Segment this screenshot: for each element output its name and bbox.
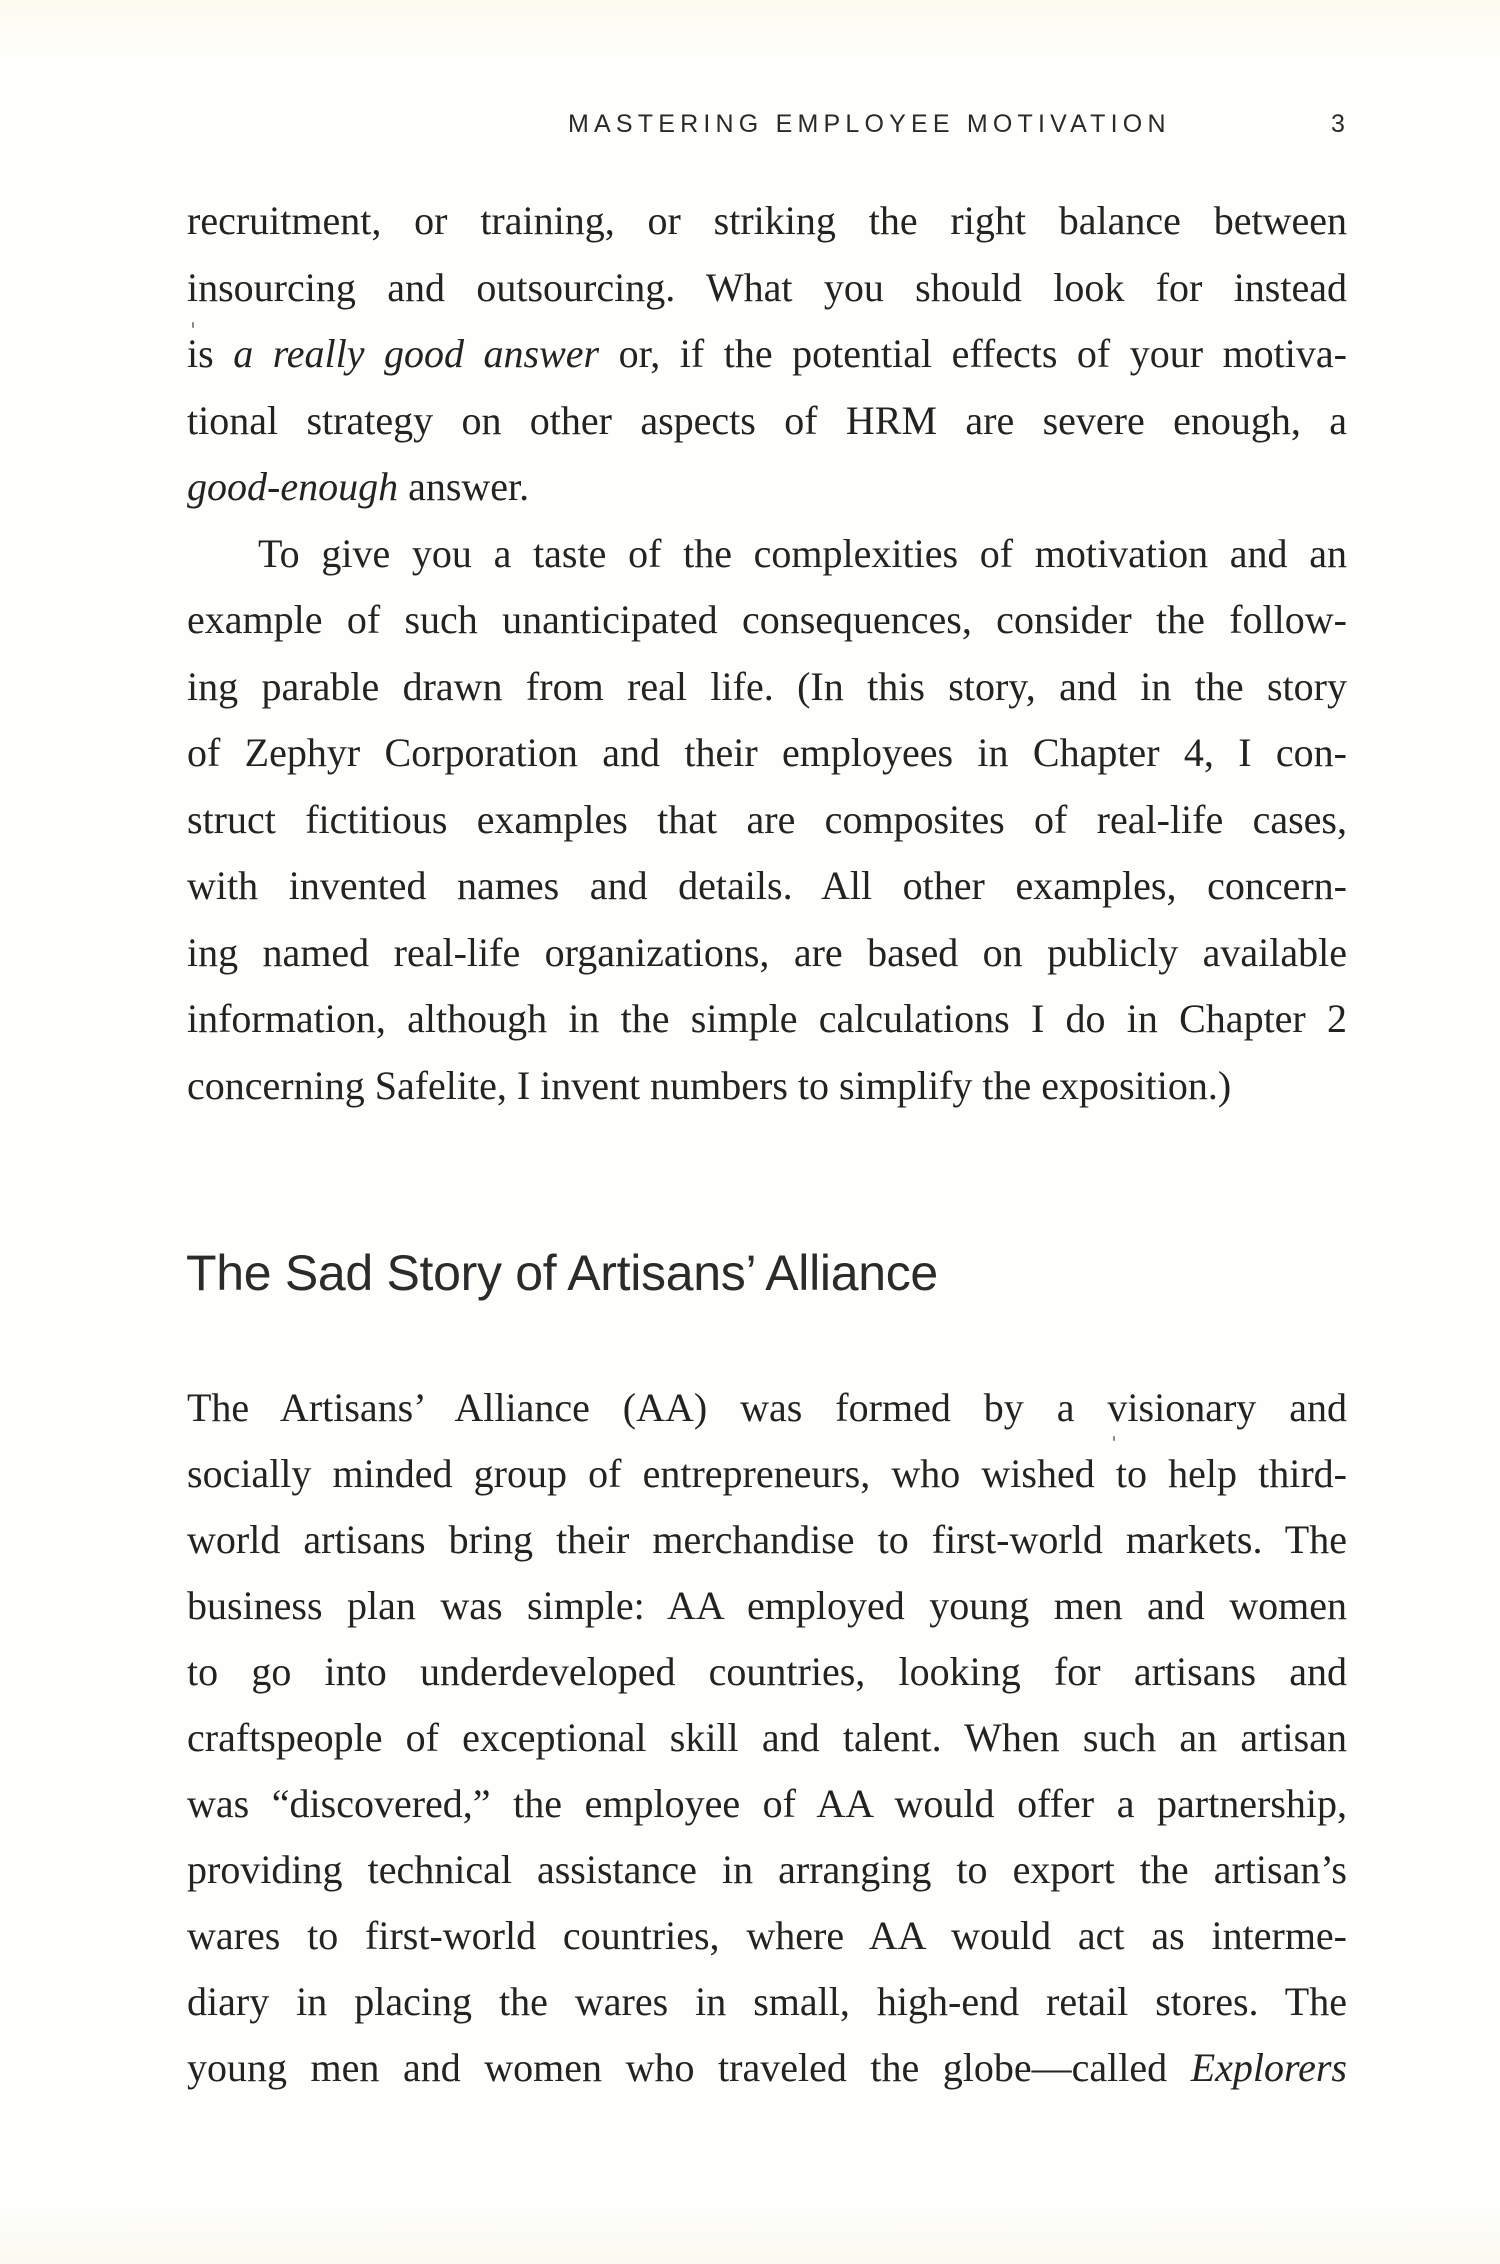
text-line <box>187 2043 1347 2093</box>
text-run: diary in placing the wares in small, high-end retail stores. The <box>187 1979 1347 2024</box>
text-line <box>187 994 1347 1044</box>
text-line <box>187 1383 1347 1433</box>
text-run: struct fictitious examples that are composites of real-life cases, <box>187 796 1347 842</box>
text-line <box>187 928 1347 978</box>
text-line <box>187 1061 1347 1111</box>
text-run: with invented names and details. All other examples, concern- <box>187 863 1347 908</box>
text-line <box>187 196 1347 246</box>
text-run: socially minded group of entrepreneurs, who wished to help third- <box>187 1451 1347 1496</box>
text-line <box>187 1779 1347 1829</box>
text-line <box>187 1647 1347 1697</box>
text-run: or, if the potential effects of your motiva- <box>599 331 1347 376</box>
text-run: example of such unanticipated consequences, consider the follow- <box>187 597 1347 642</box>
text-run: ing parable drawn from real life. (In this story, and in the story <box>187 663 1347 709</box>
text-run: The Artisans’ Alliance (AA) was formed by a visionary and <box>187 1385 1347 1430</box>
italic-text: a really good answer <box>233 331 600 376</box>
text-run: world artisans bring their merchandise to first-world markets. The <box>187 1517 1347 1562</box>
text-run: business plan was simple: AA employed young men and women <box>187 1583 1347 1628</box>
text-line <box>187 1581 1347 1631</box>
text-line <box>187 728 1347 778</box>
italic-text: good-enough <box>187 464 399 509</box>
text-line <box>187 595 1347 645</box>
text-line <box>187 795 1347 845</box>
section-heading: The Sad Story of Artisans’ Alliance <box>186 1245 938 1301</box>
text-line <box>187 1911 1347 1961</box>
running-head: MASTERING EMPLOYEE MOTIVATION <box>568 110 1171 138</box>
text-run: to go into underdeveloped countries, looking for artisans and <box>187 1649 1347 1694</box>
text-run: is <box>187 331 234 376</box>
text-run: recruitment, or training, or striking the right balance between <box>187 198 1347 243</box>
text-run: tional strategy on other aspects of HRM are severe enough, a <box>187 397 1347 443</box>
page-number: 3 <box>1331 110 1345 138</box>
text-run: information, although in the simple calculations I do in Chapter 2 <box>187 996 1347 1041</box>
text-line <box>187 1515 1347 1565</box>
text-run: ing named real-life organizations, are based on publicly available <box>187 929 1347 975</box>
text-run: providing technical assistance in arranging to export the artisan’s <box>187 1847 1347 1892</box>
text-run: was “discovered,” the employee of AA would offer a partnership, <box>187 1781 1347 1826</box>
text-line <box>187 1713 1347 1763</box>
scan-speck <box>1113 1436 1115 1441</box>
text-run: To give you a taste of the complexities of motivation and an <box>258 530 1347 576</box>
text-line <box>258 529 1347 579</box>
text-line <box>187 1845 1347 1895</box>
text-run: wares to first-world countries, where AA would act as interme- <box>187 1913 1347 1958</box>
text-line <box>187 329 1347 379</box>
text-line <box>187 1449 1347 1499</box>
text-line <box>187 462 1347 512</box>
italic-text: Explorers <box>1190 2045 1347 2090</box>
text-run: insourcing and outsourcing. What you should look for instead <box>187 264 1347 310</box>
text-run: answer. <box>398 464 530 509</box>
text-run: young men and women who traveled the globe—called <box>187 2045 1191 2090</box>
text-line <box>187 396 1347 446</box>
text-run: concerning Safelite, I invent numbers to simplify the exposition.) <box>187 1062 1232 1108</box>
text-run: of Zephyr Corporation and their employees in Chapter 4, I con- <box>187 730 1347 775</box>
text-run: craftspeople of exceptional skill and talent. When such an artisan <box>187 1715 1347 1760</box>
text-line <box>187 263 1347 313</box>
scan-speck <box>192 322 194 328</box>
text-line <box>187 1977 1347 2027</box>
text-line <box>187 861 1347 911</box>
text-line <box>187 662 1347 712</box>
